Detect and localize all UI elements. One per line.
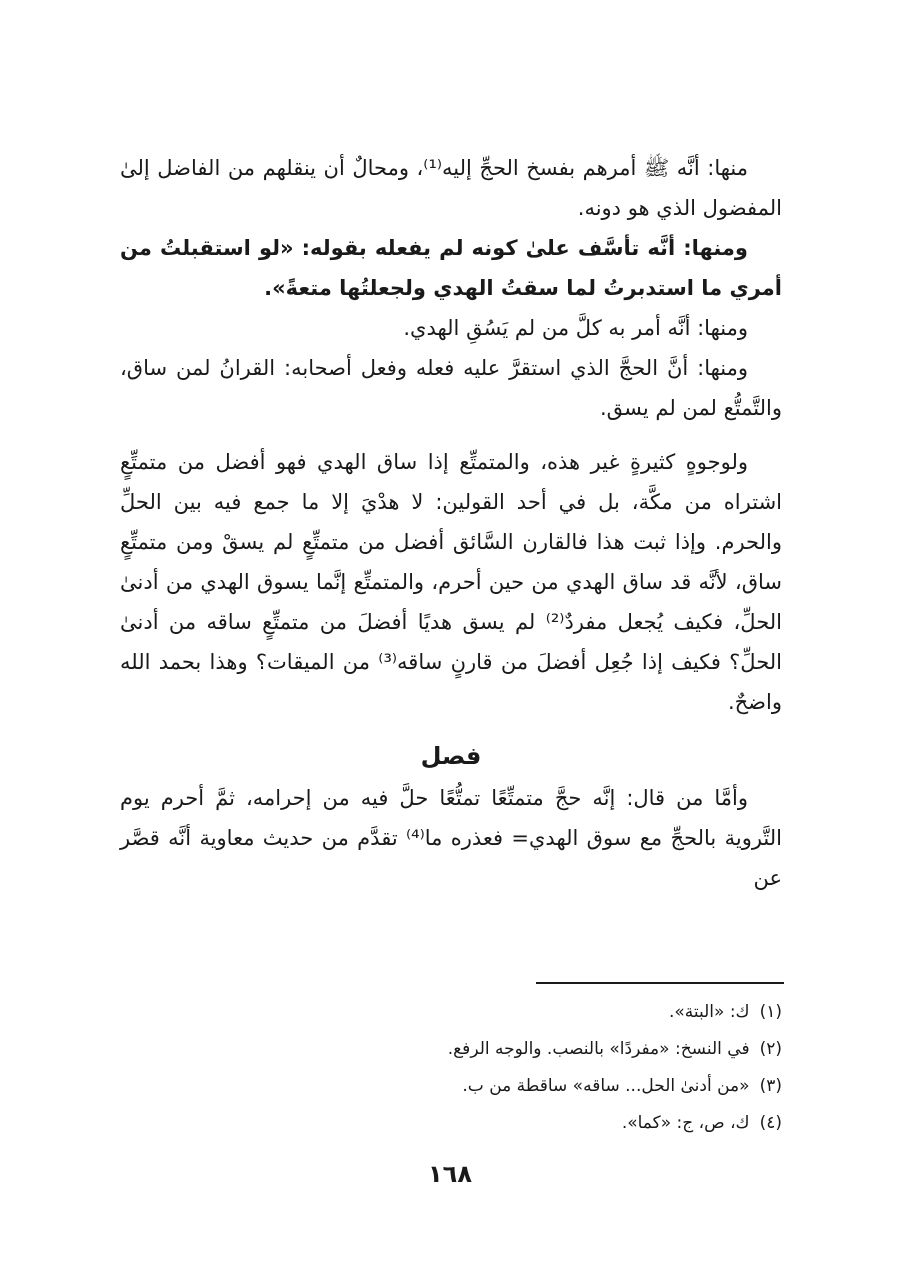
footnote-3 <box>120 1068 782 1105</box>
main-text <box>120 148 782 898</box>
paragraph-5: ولوجوهٍ كثيرةٍ غير هذه، والمتمتِّع إذا ساق الهدي فهو أفضل من متمتِّعٍ اشتراه من مكَّة، بل في أحد القولين: لا هدْيَ إلا ما جمع فيه بين الحلِّ والحرم. وإذا ثبت هذا فالقارن السَّائق أفضل من متمتِّعٍ لم يسقْ ومن متمتِّعٍ ساق، لأنَّه قد ساق الهدي من حين أحرم، والمتمتِّع إنَّما يسوق الهدي من أدنىٰ الحلِّ، فكيف يُجعل مفردٌ⁽²⁾ لم يسق هديًا أفضلَ من متمتِّعٍ ساقه من أدنىٰ الحلِّ؟ فكيف إذا جُعِل أفضلَ من قارنٍ ساقه⁽³⁾ من الميقات؟ وهذا بحمد الله واضحٌ. <box>120 450 782 714</box>
footnote-1 <box>120 994 782 1031</box>
footnote-4 <box>120 1105 782 1142</box>
footnote-divider <box>536 982 784 984</box>
footnote-text: ك: «البتة». <box>668 1002 750 1022</box>
paragraph-4: ومنها: أنَّ الحجَّ الذي استقرَّ عليه فعله وفعل أصحابه: القرانُ لمن ساق، والتَّمتُّع لمن لم يسق. <box>120 356 782 420</box>
footnote-number: (٣) <box>759 1076 782 1096</box>
footnote-text: ك، ص، ج: «كما». <box>621 1113 750 1133</box>
footnote-2 <box>120 1031 782 1068</box>
paragraph-6: وأمَّا من قال: إنَّه حجَّ متمتِّعًا تمتُّعًا حلَّ فيه من إحرامه، ثمَّ أحرم يوم التَّروية بالحجِّ مع سوق الهدي= فعذره ما⁽⁴⁾ تقدَّم من حديث معاوية أنَّه قصَّر عن <box>120 786 783 890</box>
paragraph-1: منها: أنَّه ﷺ أمرهم بفسخ الحجِّ إليه⁽¹⁾، ومحالٌ أن ينقلهم من الفاضل إلىٰ المفضول الذي هو دونه. <box>120 156 782 220</box>
footnote-number: (١) <box>759 1002 782 1022</box>
paragraph-2-hadith: ومنها: أنَّه تأسَّف علىٰ كونه لم يفعله بقوله: «لو استقبلتُ من أمري ما استدبرتُ لما سقتُ الهدي ولجعلتُها متعةً». <box>120 236 782 300</box>
footnote-text: «من أدنىٰ الحل... ساقه» ساقطة من ب. <box>462 1076 750 1096</box>
footnote-number: (٢) <box>759 1039 782 1059</box>
footnote-number: (٤) <box>759 1113 782 1133</box>
paragraph-3: ومنها: أنَّه أمر به كلَّ من لم يَسُقِ الهدي. <box>403 316 748 340</box>
section-heading: فصل <box>420 742 482 770</box>
footnote-text: في النسخ: «مفردًا» بالنصب. والوجه الرفع. <box>447 1039 750 1059</box>
footnotes <box>120 994 782 1142</box>
page-number: ١٦٨ <box>428 1160 472 1188</box>
